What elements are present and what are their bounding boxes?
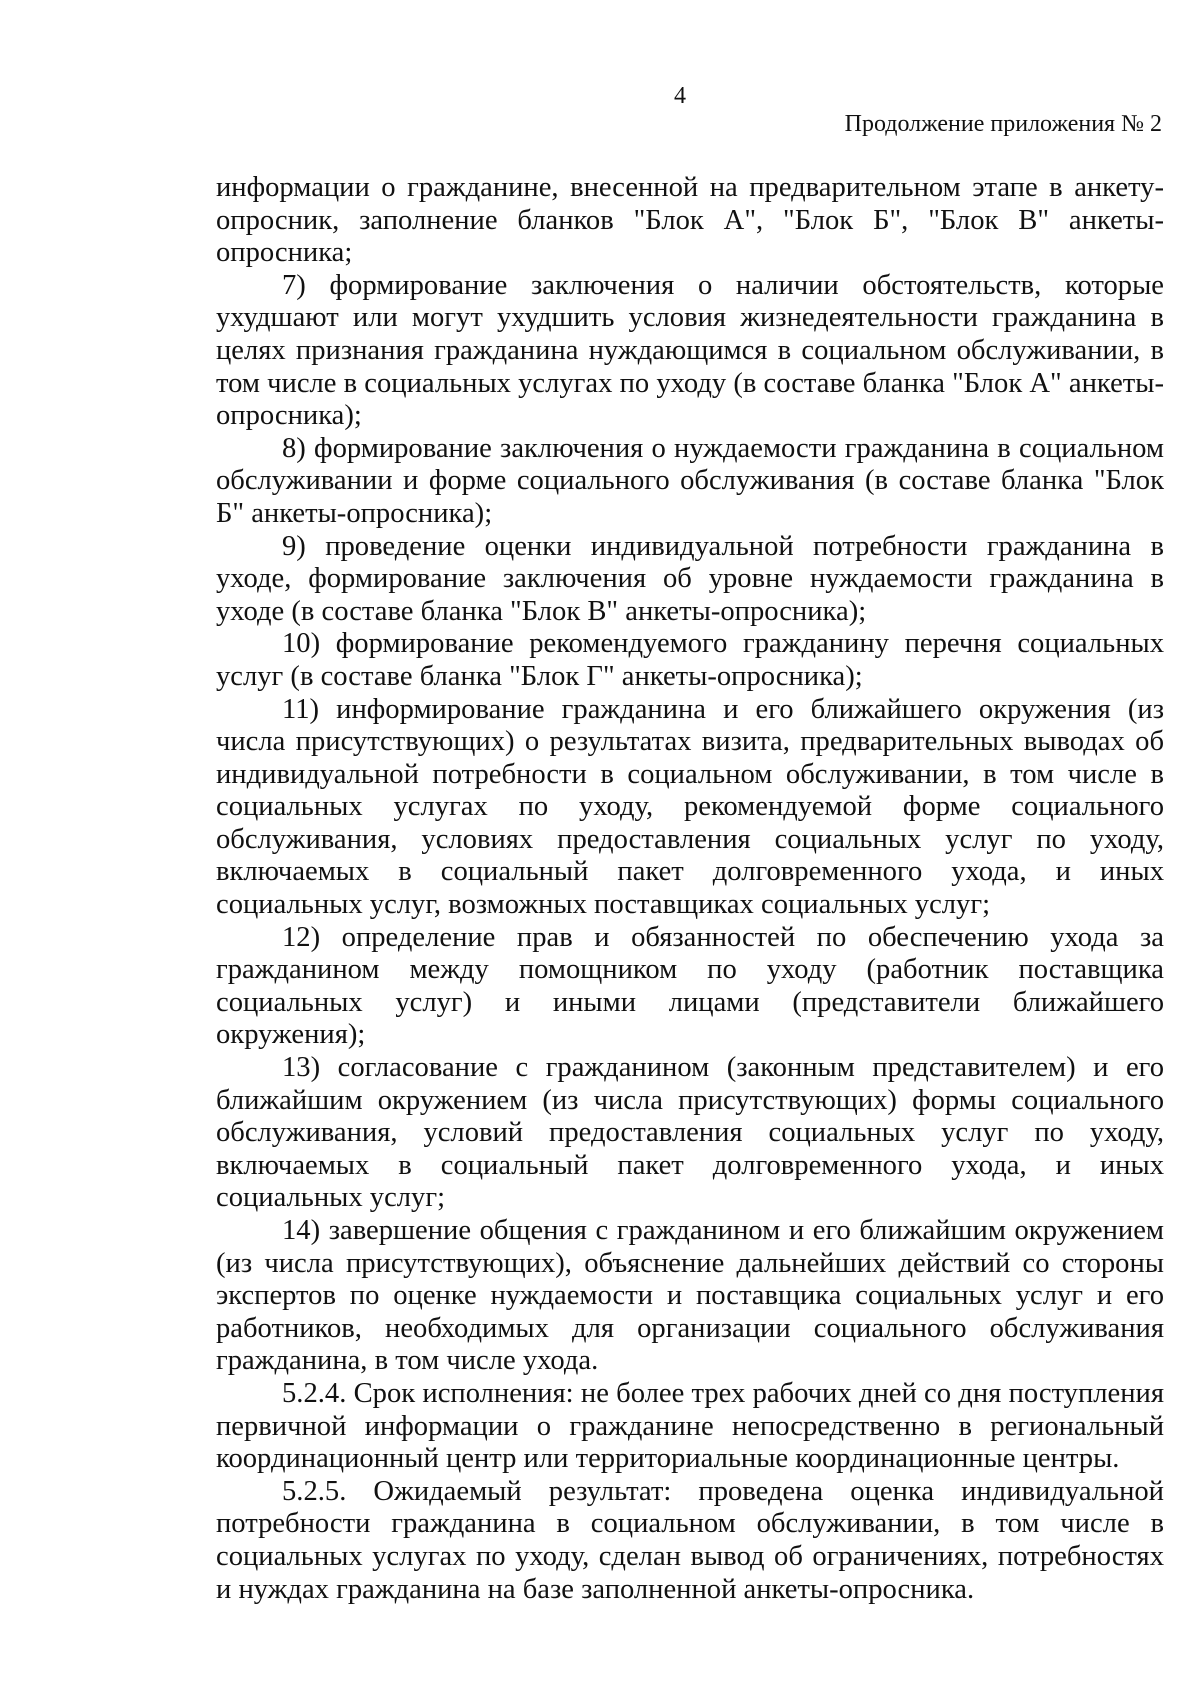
paragraph-item-10: 10) формирование рекомендуемого гражданину перечня социальных услуг (в составе бланка "Блок Г" анкеты-опросника); — [216, 628, 1164, 692]
paragraph-item-11: 11) информирование гражданина и его ближайшего окружения (из числа присутствующих) о результатах визита, предварительных выводах об индивидуальной потребности в социальном обслуживании, в том числе в социальных услугах по уходу, рекомендуемой форме социального обслуживания, условиях предоставления социальных услуг по уходу, включаемых в социальный пакет долговременного ухода, и иных социальных услуг, возможных поставщиках социальных услуг; — [216, 693, 1164, 921]
paragraph-item-13: 13) согласование с гражданином (законным представителем) и его ближайшим окружением (из числа присутствующих) формы социального обслуживания, условий предоставления социальных услуг по уходу, включаемых в социальный пакет долговременного ухода, и иных социальных услуг; — [216, 1052, 1164, 1214]
paragraph-section-5-2-5: 5.2.5. Ожидаемый результат: проведена оценка индивидуальной потребности гражданина в социальном обслуживании, в том числе в социальных услугах по уходу, сделан вывод об ограничениях, потребностях и нуждах гражданина на базе заполненной анкеты-опросника. — [216, 1475, 1164, 1605]
paragraph-section-5-2-4: 5.2.4. Срок исполнения: не более трех рабочих дней со дня поступления первичной информации о гражданине непосредственно в региональный координационный центр или территориальные координационные центры. — [216, 1377, 1164, 1475]
paragraph-continuation: информации о гражданине, внесенной на предварительном этапе в анкету-опросник, заполнение бланков "Блок А", "Блок Б", "Блок В" анкеты-опросника; — [216, 172, 1164, 269]
page-number: 4 — [674, 83, 686, 109]
paragraph-item-8: 8) формирование заключения о нуждаемости гражданина в социальном обслуживании и форме социального обслуживания (в составе бланка "Блок Б" анкеты-опросника); — [216, 432, 1164, 529]
paragraph-item-14: 14) завершение общения с гражданином и его ближайшим окружением (из числа присутствующих), объяснение дальнейших действий со стороны экспертов по оценке нуждаемости и поставщика социальных услуг и его работников, необходимых для организации социального обслуживания гражданина, в том числе ухода. — [216, 1215, 1164, 1377]
appendix-header: Продолжение приложения № 2 — [844, 111, 1162, 137]
document-body — [216, 172, 1164, 1606]
paragraph-item-12: 12) определение прав и обязанностей по обеспечению ухода за гражданином между помощником по уходу (работник поставщика социальных услуг) и иными лицами (представители ближайшего окружения); — [216, 921, 1164, 1051]
paragraph-item-9: 9) проведение оценки индивидуальной потребности гражданина в уходе, формирование заключения об уровне нуждаемости гражданина в уходе (в составе бланка "Блок В" анкеты-опросника); — [216, 530, 1164, 627]
paragraph-item-7: 7) формирование заключения о наличии обстоятельств, которые ухудшают или могут ухудшить условия жизнедеятельности гражданина в целях признания гражданина нуждающимся в социальном обслуживании, в том числе в социальных услугах по уходу (в составе бланка "Блок А" анкеты-опросника); — [216, 269, 1164, 432]
